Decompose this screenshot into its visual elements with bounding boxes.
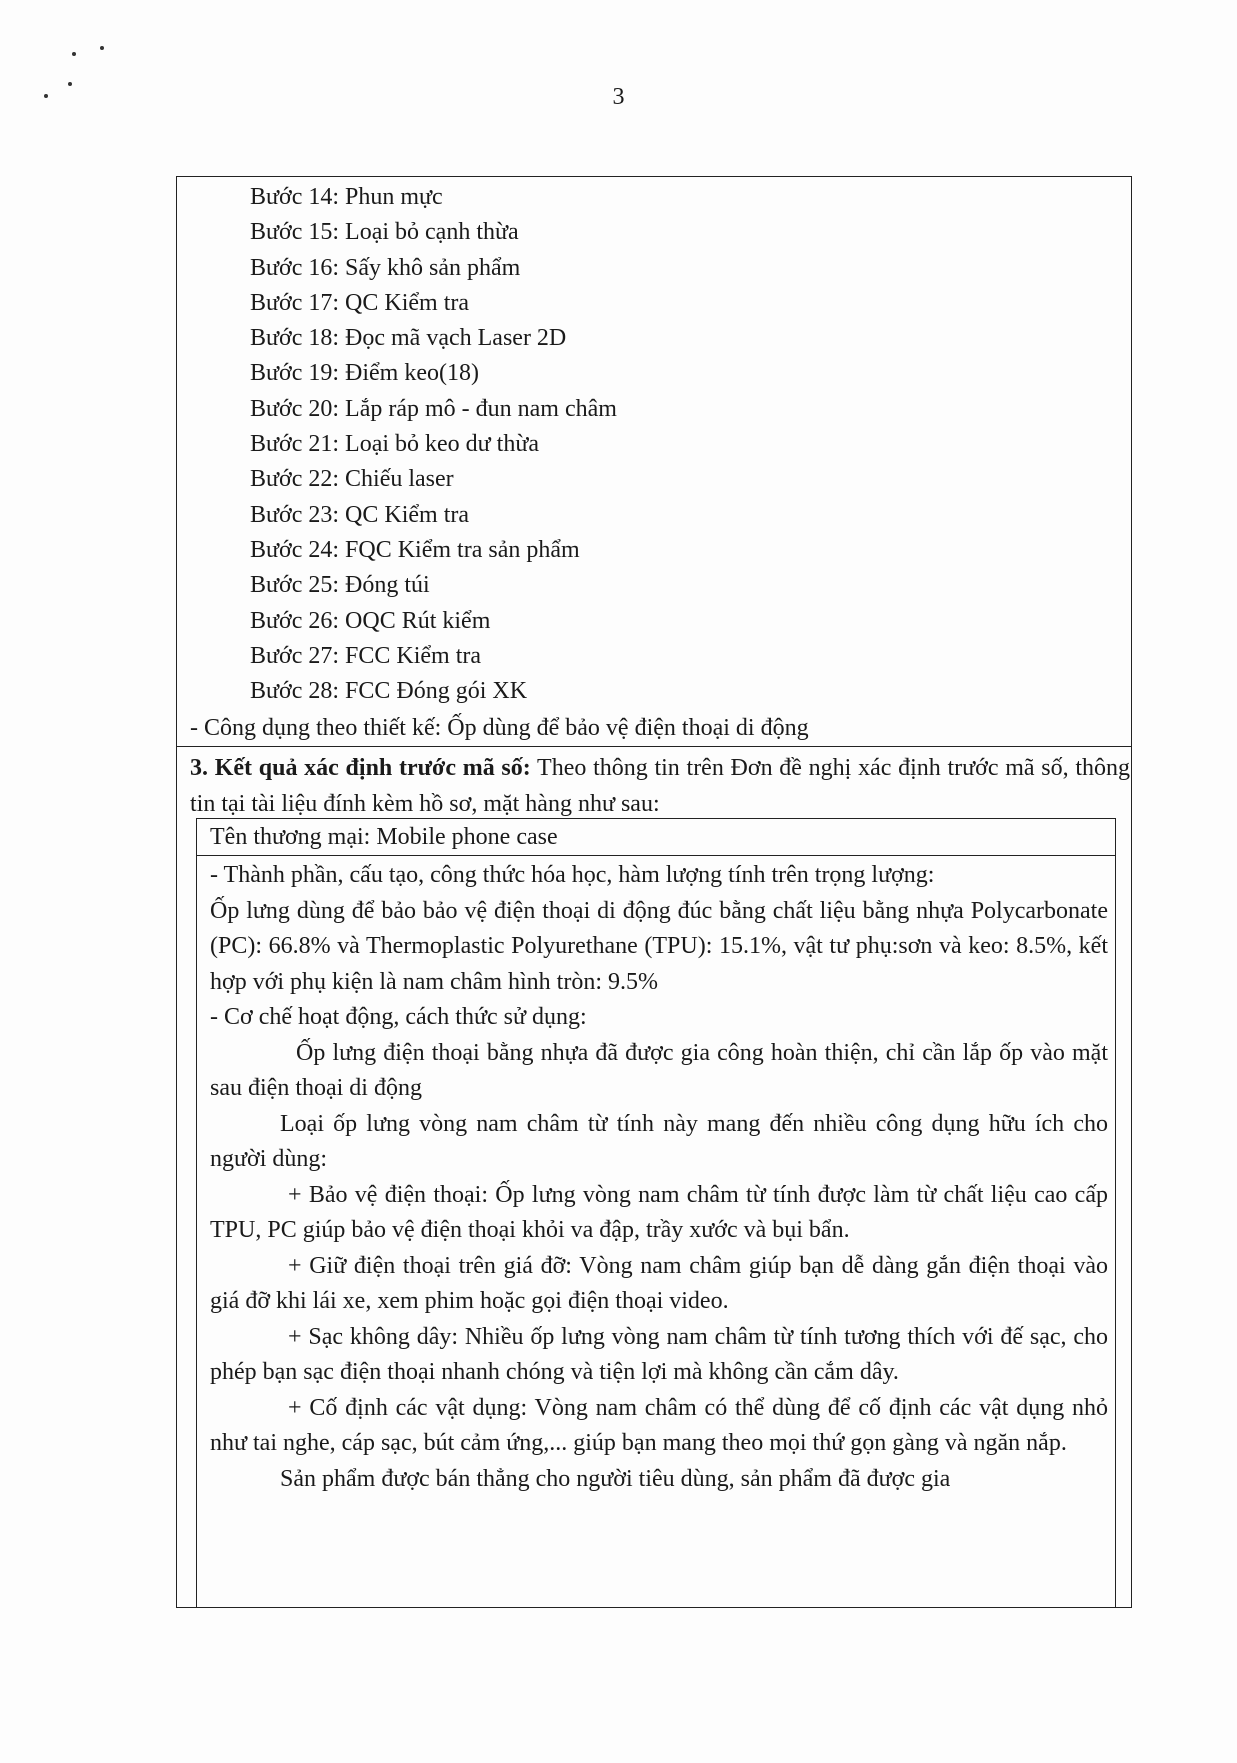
trade-name: Tên thương mại: Mobile phone case [210,824,558,850]
process-step: Bước 28: FCC Đóng gói XK [250,678,528,705]
design-usage-line: - Công dụng theo thiết kế: Ốp dùng để bảo vệ điện thoại di động [190,715,809,741]
composition-label: - Thành phần, cấu tạo, công thức hóa học, hàm lượng tính trên trọng lượng: [210,862,935,888]
benefit-item: + Sạc không dây: Nhiều ốp lưng vòng nam châm từ tính tương thích với đế sạc, cho phép bạn sạc điện thoại nhanh chóng và tiện lợi mà không cần cắm dây. [210,1323,1108,1385]
process-step: Bước 24: FQC Kiểm tra sản phẩm [250,536,580,563]
process-step: Bước 27: FCC Kiểm tra [250,642,482,669]
benefit-item: + Giữ điện thoại trên giá đỡ: Vòng nam châm giúp bạn dễ dàng gắn điện thoại vào giá đỡ khi lái xe, xem phim hoặc gọi điện thoại video. [210,1252,1108,1314]
closing-text: Sản phẩm được bán thẳng cho người tiêu dùng, sản phẩm đã được gia [280,1465,951,1492]
mechanism-text: Ốp lưng điện thoại bằng nhựa đã được gia công hoàn thiện, chỉ cần lắp ốp vào mặt sau điện thoại di động [210,1039,1108,1101]
process-step: Bước 21: Loại bỏ keo dư thừa [250,431,539,458]
process-step: Bước 22: Chiếu laser [250,466,454,493]
process-step: Bước 25: Đóng túi [250,572,430,599]
result-section [190,750,1130,822]
product-table-divider [196,855,1116,856]
table-row-divider [176,746,1132,747]
process-step: Bước 20: Lắp ráp mô - đun nam châm [250,395,617,422]
process-step: Bước 23: QC Kiểm tra [250,501,469,528]
process-step: Bước 14: Phun mực [250,184,443,210]
result-intro: Theo thông tin trên Đơn đề nghị xác định trước mã số, thông tin tại tài liệu đính kèm hồ sơ, mặt hàng như sau: [190,755,1130,817]
scan-speck [100,46,104,50]
benefit-item: + Bảo vệ điện thoại: Ốp lưng vòng nam châm từ tính được làm từ chất liệu cao cấp TPU, PC giúp bảo vệ điện thoại khỏi va đập, trầy xước và bụi bẩn. [210,1181,1108,1243]
benefit-intro: Loại ốp lưng vòng nam châm từ tính này mang đến nhiều công dụng hữu ích cho người dùng: [210,1110,1108,1172]
scan-speck [72,52,76,56]
process-step: Bước 15: Loại bỏ cạnh thừa [250,219,519,246]
process-step: Bước 26: OQC Rút kiểm [250,607,491,634]
process-step: Bước 16: Sấy khô sản phẩm [250,254,521,281]
page-number: 3 [612,84,625,110]
result-heading: 3. Kết quả xác định trước mã số: [190,755,531,781]
process-step: Bước 17: QC Kiểm tra [250,289,469,316]
product-description [210,858,1108,1497]
mechanism-label: - Cơ chế hoạt động, cách thức sử dụng: [210,1004,587,1030]
benefit-item: + Cố định các vật dụng: Vòng nam châm có thể dùng để cố định các vật dụng nhỏ như tai nghe, cáp sạc, bút cảm ứng,... giúp bạn mang theo mọi thứ gọn gàng và ngăn nắp. [210,1394,1108,1456]
process-steps-list [250,180,617,709]
composition-text: Ốp lưng dùng để bảo bảo vệ điện thoại di động đúc bằng chất liệu bằng nhựa Polycarbonate (PC): 66.8% và Thermoplastic Polyurethane (TPU): 15.1%, vật tư phụ:sơn và keo: 8.5%, kết hợp với phụ kiện là nam châm hình tròn: 9.5% [210,897,1108,995]
process-step: Bước 19: Điểm keo(18) [250,360,479,387]
process-step: Bước 18: Đọc mã vạch Laser 2D [250,325,567,352]
